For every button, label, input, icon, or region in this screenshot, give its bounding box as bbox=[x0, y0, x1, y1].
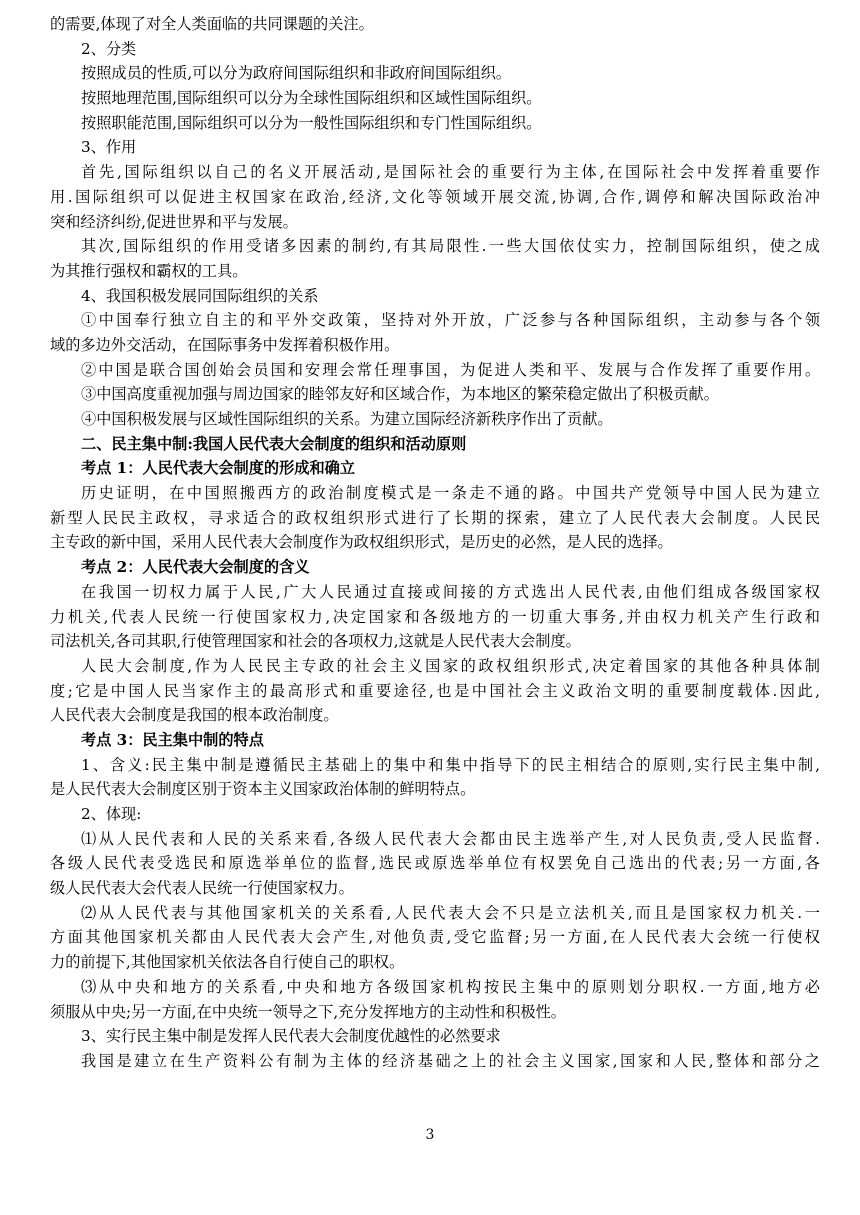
text-line: ⑵从人民代表与其他国家机关的关系看,人民代表大会不只是立法机关,而且是国家权力机关.一 bbox=[81, 903, 820, 922]
text-line: 级人民代表大会代表人民统一行使国家权力。 bbox=[50, 879, 354, 898]
text-line: 各级人民代表受选民和原选举单位的监督,选民或原选举单位有权罢免自己选出的代表;另一方面,各 bbox=[50, 854, 820, 873]
section-heading: 考点 2：人民代表大会制度的含义 bbox=[81, 558, 310, 577]
text-line: 按照成员的性质,可以分为政府间国际组织和非政府间国际组织。 bbox=[81, 64, 512, 83]
text-line: 2、分类 bbox=[81, 39, 137, 58]
text-line: 人民代表大会制度是我国的根本政治制度。 bbox=[50, 706, 339, 725]
text-line: 域的多边外交活动，在国际事务中发挥着积极作用。 bbox=[50, 335, 400, 354]
text-line: 力的前提下,其他国家机关依法各自行使自己的职权。 bbox=[50, 953, 405, 972]
text-line: 按照职能范围,国际组织可以分为一般性国际组织和专门性国际组织。 bbox=[81, 113, 542, 132]
text-line: 历史证明，在中国照搬西方的政治制度模式是一条走不通的路。中国共产党领导中国人民为建立 bbox=[81, 484, 820, 503]
text-line: 其次,国际组织的作用受诸多因素的制约,有其局限性.一些大国依仗实力，控制国际组织，使之成 bbox=[81, 237, 820, 256]
text-line: 在我国一切权力属于人民,广大人民通过直接或间接的方式选出人民代表,由他们组成各级国家权 bbox=[81, 582, 820, 601]
text-line: 1、含义:民主集中制是遵循民主基础上的集中和集中指导下的民主相结合的原则,实行民主集中制, bbox=[81, 755, 820, 774]
page-number: 3 bbox=[425, 1127, 435, 1143]
section-heading: 考点 1：人民代表大会制度的形成和确立 bbox=[81, 459, 356, 478]
section-heading: 二、民主集中制:我国人民代表大会制度的组织和活动原则 bbox=[81, 434, 467, 453]
text-line: 突和经济纠纷,促进世界和平与发展。 bbox=[50, 212, 298, 231]
text-line: 首先,国际组织以自己的名义开展活动,是国际社会的重要行为主体,在国际社会中发挥着重要作 bbox=[81, 163, 820, 182]
text-line: 方面其他国家机关都由人民代表大会产生,对他负责,受它监督;另一方面,在人民代表大会统一行使权 bbox=[50, 928, 820, 947]
text-line: ②中国是联合国创始会员国和安理会常任理事国，为促进人类和平、发展与合作发挥了重要作用。 bbox=[81, 360, 820, 379]
section-heading: 考点 3：民主集中制的特点 bbox=[81, 730, 264, 749]
text-line: 须服从中央;另一方面,在中央统一领导之下,充分发挥地方的主动性和积极性。 bbox=[50, 1002, 566, 1021]
text-line: 的需要,体现了对全人类面临的共同课题的关注。 bbox=[50, 15, 374, 33]
text-line: ①中国奉行独立自主的和平外交政策，坚持对外开放，广泛参与各种国际组织，主动参与各个领 bbox=[81, 311, 820, 330]
text-line: ⑶从中央和地方的关系看,中央和地方各级国家机构按民主集中的原则划分职权.一方面,地方必 bbox=[81, 977, 820, 996]
text-line: 司法机关,各司其职,行使管理国家和社会的各项权力,这就是人民代表大会制度。 bbox=[50, 632, 581, 651]
text-line: 4、我国积极发展同国际组织的关系 bbox=[81, 286, 319, 305]
text-line: 是人民代表大会制度区别于资本主义国家政治体制的鲜明特点。 bbox=[50, 780, 476, 799]
text-line: 2、体现: bbox=[81, 805, 142, 823]
text-line: 人民大会制度,作为人民民主专政的社会主义国家的政权组织形式,决定着国家的其他各种具体制 bbox=[81, 656, 820, 675]
text-line: 度;它是中国人民当家作主的最高形式和重要途径,也是中国社会主义政治文明的重要制度载体.因此, bbox=[50, 681, 820, 700]
text-line: ⑴从人民代表和人民的关系来看,各级人民代表大会都由民主选举产生,对人民负责,受人民监督. bbox=[81, 829, 820, 848]
text-line: 按照地理范围,国际组织可以分为全球性国际组织和区域性国际组织。 bbox=[81, 89, 542, 108]
text-line: 3、实行民主集中制是发挥人民代表大会制度优越性的必然要求 bbox=[81, 1027, 501, 1046]
text-line: 我国是建立在生产资料公有制为主体的经济基础之上的社会主义国家,国家和人民,整体和部分之 bbox=[81, 1051, 820, 1070]
text-line: 主专政的新中国，采用人民代表大会制度作为政权组织形式，是历史的必然，是人民的选择。 bbox=[50, 533, 673, 552]
text-line: ④中国积极发展与区域性国际组织的关系。为建立国际经济新秩序作出了贡献。 bbox=[81, 410, 613, 428]
text-line: 力机关,代表人民统一行使国家权力,决定国家和各级地方的一切重大事务,并由权力机关产生行政和 bbox=[50, 607, 820, 626]
text-line: ③中国高度重视加强与周边国家的睦邻友好和区域合作，为本地区的繁荣稳定做出了积极贡献。 bbox=[81, 385, 719, 404]
text-line: 新型人民民主政权，寻求适合的政权组织形式进行了长期的探索，建立了人民代表大会制度。人民民 bbox=[50, 508, 820, 527]
text-line: 用.国际组织可以促进主权国家在政治,经济,文化等领域开展交流,协调,合作,调停和解决国际政治冲 bbox=[50, 187, 820, 206]
document-body bbox=[50, 12, 820, 1074]
text-line: 3、作用 bbox=[81, 138, 137, 157]
text-line: 为其推行强权和霸权的工具。 bbox=[50, 261, 248, 280]
